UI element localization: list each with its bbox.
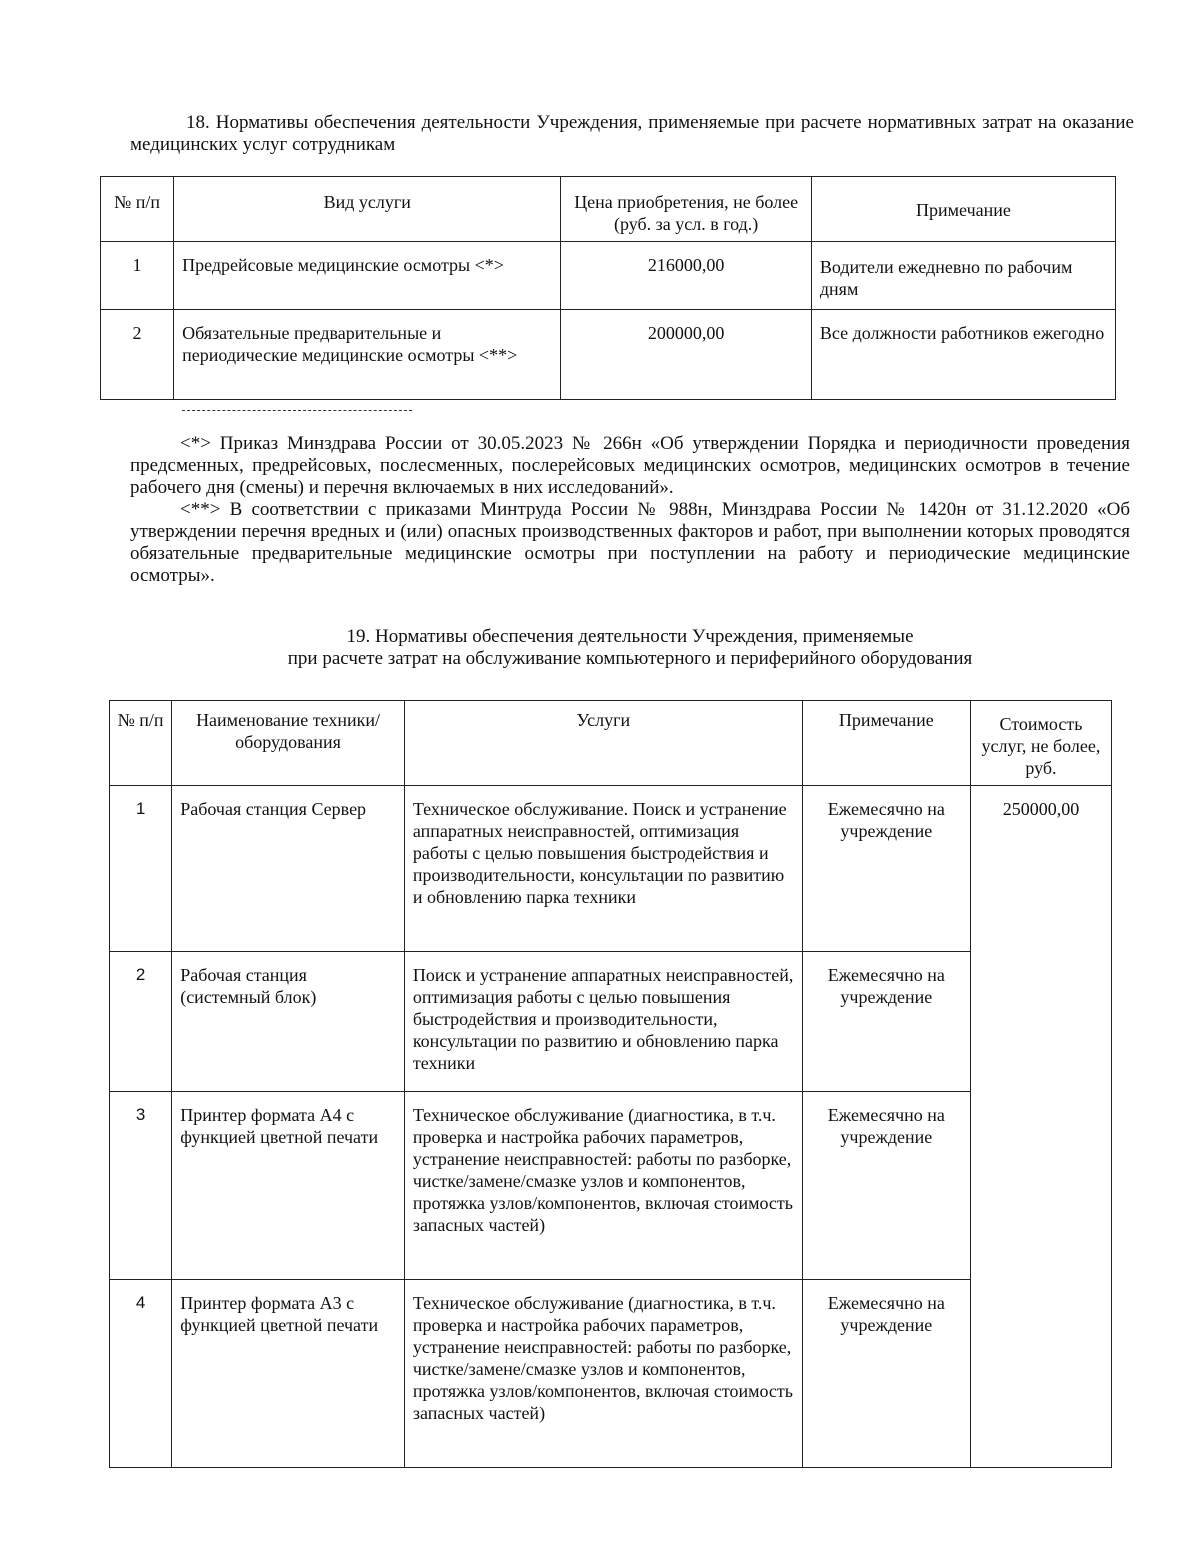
col-header-cost: Стоимость услуг, не более, руб.	[970, 701, 1111, 786]
section-18-number: 18.	[186, 112, 210, 133]
footnote-separator	[182, 410, 412, 411]
row-num: 1	[101, 242, 174, 310]
table-row	[110, 1280, 1112, 1468]
row-price: 200000,00	[561, 310, 811, 400]
section-19-title-line1: 19. Нормативы обеспечения деятельности Учреждения, применяемые	[346, 626, 914, 647]
row-services: Поиск и устранение аппаратных неисправностей, оптимизация работы с целью повышения быстродействия и производительности, консультации по развитию и обновлению парка техники	[404, 952, 802, 1092]
row-num: 4	[110, 1280, 172, 1468]
row-equipment: Принтер формата А3 с функцией цветной печати	[172, 1280, 405, 1468]
section-18-title-line2: затрат на оказание медицинских услуг сотрудникам	[130, 112, 1134, 155]
row-equipment: Принтер формата А4 с функцией цветной печати	[172, 1092, 405, 1280]
table-header-row	[101, 177, 1116, 242]
row-num: 2	[110, 952, 172, 1092]
col-header-price: Цена приобретения, не более (руб. за усл. в год.)	[561, 177, 811, 242]
equipment-services-table	[109, 700, 1112, 1468]
row-note: Ежемесячно на учреждение	[802, 952, 970, 1092]
table-row	[101, 242, 1116, 310]
section-19-heading	[130, 626, 1130, 670]
row-num: 1	[110, 786, 172, 952]
table-row	[110, 1092, 1112, 1280]
row-services: Техническое обслуживание. Поиск и устранение аппаратных неисправностей, оптимизация работы с целью повышения быстродействия и производительности, консультации по развитию и обновлению парка техники	[404, 786, 802, 952]
col-header-num: № п/п	[101, 177, 174, 242]
row-note: Ежемесячно на учреждение	[802, 786, 970, 952]
col-header-note: Примечание	[811, 177, 1115, 242]
row-equipment: Рабочая станция Сервер	[172, 786, 405, 952]
row-price: 216000,00	[561, 242, 811, 310]
row-num: 2	[101, 310, 174, 400]
col-header-services: Услуги	[404, 701, 802, 786]
footnotes	[130, 433, 1130, 587]
col-header-equipment: Наименование техники/оборудования	[172, 701, 405, 786]
table-header-row	[110, 701, 1112, 786]
cost-cell: 250000,00	[970, 786, 1111, 1468]
row-kind: Предрейсовые медицинские осмотры <*>	[174, 242, 561, 310]
row-equipment: Рабочая станция (системный блок)	[172, 952, 405, 1092]
row-services: Техническое обслуживание (диагностика, в т.ч. проверка и настройка рабочих параметров, устранение неисправностей: работы по разборке, чистке/замене/смазке узлов и компонентов, протяжка узлов/компонентов, включая стоимость запасных частей)	[404, 1092, 802, 1280]
table-row	[101, 310, 1116, 400]
table-row	[110, 952, 1112, 1092]
col-header-note: Примечание	[802, 701, 970, 786]
row-note: Все должности работников ежегодно	[811, 310, 1115, 400]
row-note: Ежемесячно на учреждение	[802, 1280, 970, 1468]
row-note: Водители ежедневно по рабочим дням	[811, 242, 1115, 310]
medical-services-table	[100, 176, 1116, 400]
col-header-kind: Вид услуги	[174, 177, 561, 242]
row-note: Ежемесячно на учреждение	[802, 1092, 970, 1280]
section-18-heading	[130, 112, 1134, 156]
row-services: Техническое обслуживание (диагностика, в т.ч. проверка и настройка рабочих параметров, устранение неисправностей: работы по разборке, чистке/замене/смазке узлов и компонентов, протяжка узлов/компонентов, включая стоимость запасных частей)	[404, 1280, 802, 1468]
section-18-title-line1: Нормативы обеспечения деятельности Учреждения, применяемые при расчете нормативных	[215, 112, 977, 133]
footnote-1: <*> Приказ Минздрава России от 30.05.2023 № 266н «Об утверждении Порядка и периодичности проведения предсменных, предрейсовых, послесменных, послерейсовых медицинских осмотров, медицинских осмотров в течение рабочего дня (смены) и перечня включаемых в них исследований».	[130, 433, 1130, 498]
section-19-title-line2: при расчете затрат на обслуживание компьютерного и периферийного оборудования	[287, 648, 973, 669]
row-num: 3	[110, 1092, 172, 1280]
row-kind: Обязательные предварительные и периодические медицинские осмотры <**>	[174, 310, 561, 400]
table-row	[110, 786, 1112, 952]
footnote-2: <**> В соответствии с приказами Минтруда России № 988н, Минздрава России № 1420н от 31.12.2020 «Об утверждении перечня вредных и (или) опасных производственных факторов и работ, при выполнении которых проводятся обязательные предварительные медицинские осмотры при поступлении на работу и периодические медицинские осмотры».	[130, 499, 1130, 586]
col-header-num: № п/п	[110, 701, 172, 786]
